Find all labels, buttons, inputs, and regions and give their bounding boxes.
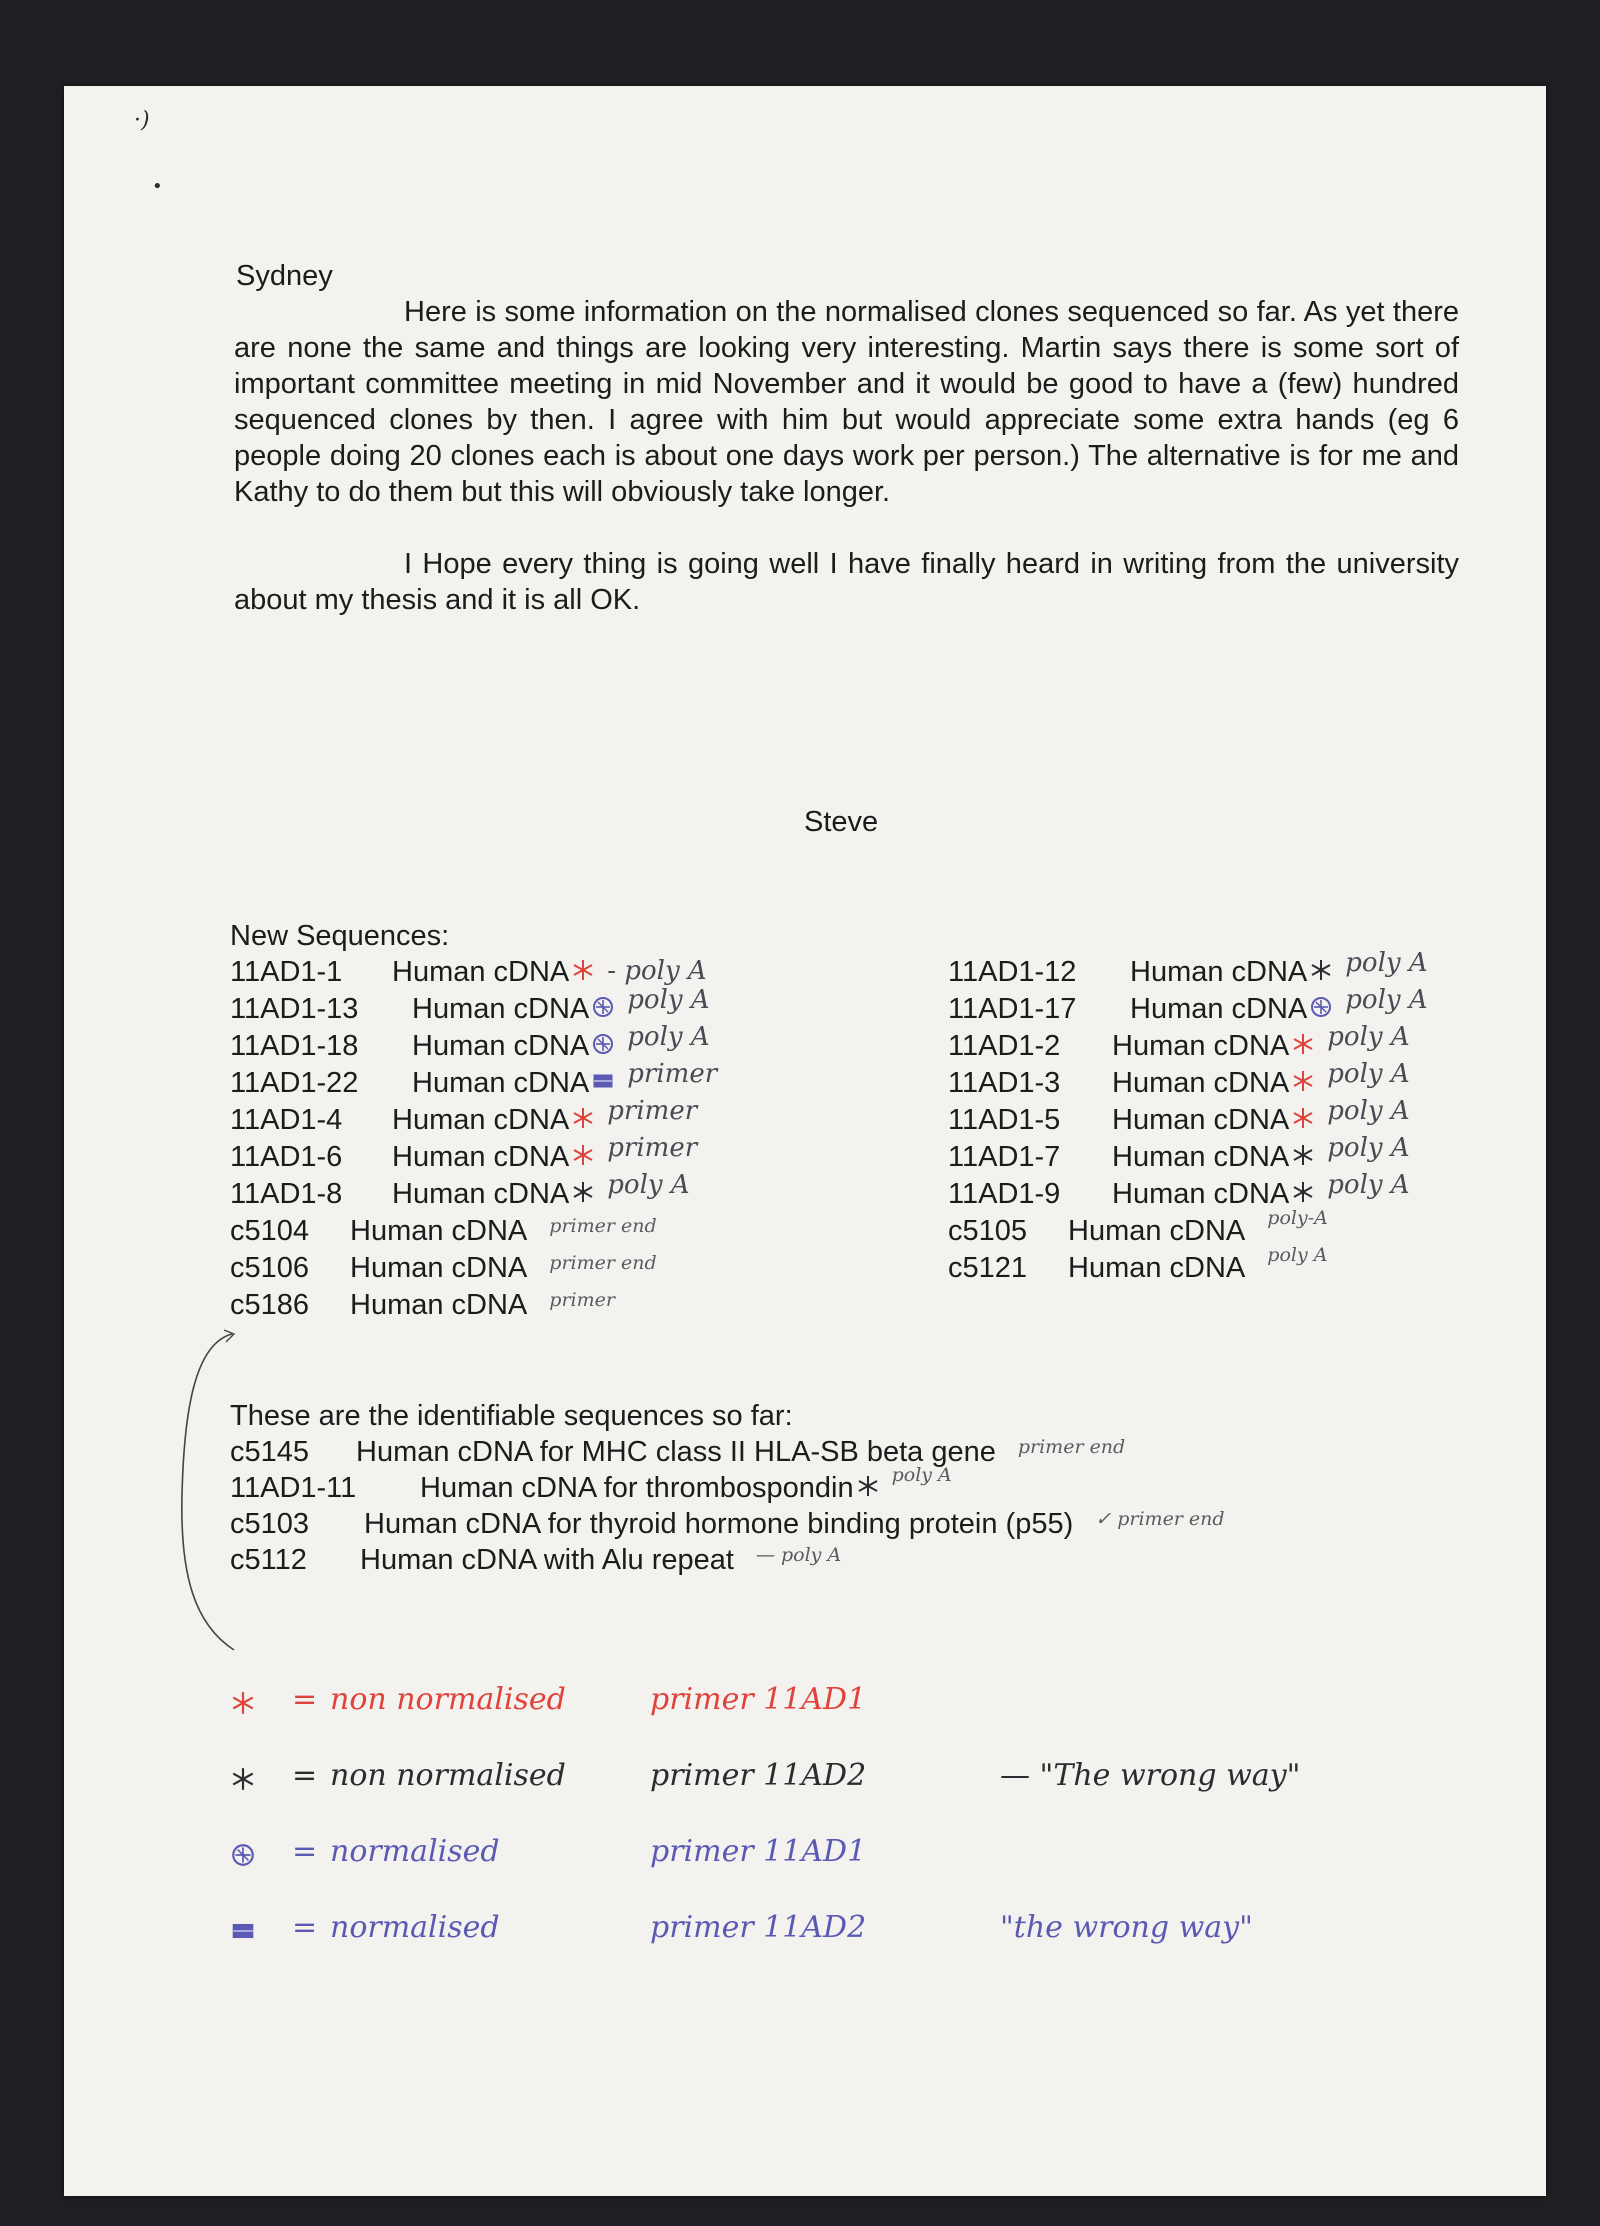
handwritten-note: poly A (1345, 948, 1428, 978)
legend-equals: = (292, 1910, 318, 1945)
red-star-icon (571, 1106, 595, 1130)
legend-primer: primer 11AD1 (650, 1682, 867, 1717)
clone-id: c5186 (230, 1289, 310, 1321)
clone-id: c5112 (230, 1544, 307, 1576)
handwritten-note: poly A (1327, 1133, 1410, 1163)
blue-circle-icon (230, 1842, 256, 1868)
handwritten-note: primer (607, 1096, 698, 1126)
clone-id: 11AD1-13 (230, 993, 359, 1025)
blue-square-icon (230, 1918, 256, 1944)
legend-equals: = (292, 1834, 318, 1869)
black-star-icon (1309, 958, 1333, 982)
handwritten-note: poly A (1327, 1170, 1410, 1200)
black-star-icon (1291, 1143, 1315, 1167)
clone-id: 11AD1-4 (230, 1104, 343, 1136)
clone-id: 11AD1-17 (948, 993, 1077, 1025)
legend-primer: primer 11AD2 (650, 1910, 867, 1945)
red-star-icon (1291, 1069, 1315, 1093)
clone-description: Human cDNA (1068, 1215, 1246, 1247)
handwritten-note: primer (607, 1133, 698, 1163)
paragraph-2: I Hope every thing is going well I have finally heard in writing from the university about my thesis and it is all OK. (234, 548, 1459, 616)
identifiable-heading: These are the identifiable sequences so far: (230, 1400, 793, 1432)
clone-id: 11AD1-9 (948, 1178, 1061, 1210)
clone-id: 11AD1-3 (948, 1067, 1061, 1099)
red-star-icon (1291, 1032, 1315, 1056)
clone-id: c5104 (230, 1215, 310, 1247)
blue-circle-icon (1309, 995, 1333, 1019)
clone-description: Human cDNA (412, 1030, 590, 1062)
handwritten-note: primer end (549, 1252, 657, 1274)
clone-id: 11AD1-22 (230, 1067, 359, 1099)
handwritten-note: primer end (549, 1215, 657, 1237)
clone-id: 11AD1-2 (948, 1030, 1061, 1062)
handwritten-note: poly A (627, 1022, 710, 1052)
clone-description: Human cDNA (392, 1178, 570, 1210)
clone-id: c5145 (230, 1436, 310, 1468)
stray-dot: • (152, 176, 163, 197)
handwritten-note: - poly A (607, 956, 707, 986)
clone-description: Human cDNA with Alu repeat (360, 1544, 734, 1576)
handwritten-note: poly A (1327, 1096, 1410, 1126)
blue-circle-icon (591, 995, 615, 1019)
handwritten-note: poly A (891, 1464, 952, 1486)
legend-extra: — "The wrong way" (1000, 1758, 1301, 1793)
black-star-icon (1291, 1180, 1315, 1204)
clone-id: 11AD1-5 (948, 1104, 1061, 1136)
black-star-icon (230, 1766, 256, 1792)
clone-id: 11AD1-18 (230, 1030, 359, 1062)
clone-id: 11AD1-1 (230, 956, 343, 988)
legend-primer: primer 11AD1 (650, 1834, 867, 1869)
stray-mark: ·) (134, 108, 150, 133)
new-sequences-heading: New Sequences: (230, 920, 450, 952)
clone-description: Human cDNA (1112, 1104, 1290, 1136)
clone-description: Human cDNA (350, 1215, 528, 1247)
clone-id: 11AD1-8 (230, 1178, 343, 1210)
handwritten-note: poly A (1267, 1244, 1328, 1266)
legend-equals: = (292, 1758, 318, 1793)
clone-description: Human cDNA (1130, 956, 1308, 988)
clone-description: Human cDNA for MHC class II HLA-SB beta gene (356, 1436, 996, 1468)
handwritten-note: ✓ primer end (1095, 1508, 1225, 1530)
legend-label: non normalised (330, 1758, 566, 1793)
paragraph-1: Here is some information on the normalised clones sequenced so far. As yet there are none the same and things are looking very interesting. Martin says there is some sort of important committee meeting in mid November and it would be good to have a (few) hundred sequenced clones by then. I agree with him but would appreciate some extra hands (eg 6 people doing 20 clones each is about one days work per person.) The alternative is for me and Kathy to do them but this will obviously take longer. (234, 296, 1459, 508)
legend-label: normalised (330, 1834, 500, 1869)
clone-description: Human cDNA (1068, 1252, 1246, 1284)
black-star-icon (856, 1474, 880, 1498)
clone-description: Human cDNA for thrombospondin (420, 1472, 854, 1504)
handwritten-note: primer (549, 1289, 615, 1311)
clone-id: 11AD1-11 (230, 1472, 357, 1504)
clone-description: Human cDNA for thyroid hormone binding protein (p55) (364, 1508, 1074, 1540)
clone-description: Human cDNA (392, 1141, 570, 1173)
clone-id: c5106 (230, 1252, 310, 1284)
red-star-icon (1291, 1106, 1315, 1130)
handwritten-note: poly-A (1267, 1207, 1328, 1229)
red-star-icon (230, 1690, 256, 1716)
salutation: Sydney (236, 260, 333, 292)
legend-label: non normalised (330, 1682, 566, 1717)
black-star-icon (571, 1180, 595, 1204)
letter-page (64, 86, 1546, 2196)
red-star-icon (571, 958, 595, 982)
clone-id: 11AD1-7 (948, 1141, 1061, 1173)
clone-description: Human cDNA (392, 1104, 570, 1136)
handwritten-note: poly A (1327, 1059, 1410, 1089)
clone-id: 11AD1-12 (948, 956, 1077, 988)
legend-equals: = (292, 1682, 318, 1717)
legend-extra: "the wrong way" (1000, 1910, 1253, 1945)
clone-id: c5103 (230, 1508, 310, 1540)
blue-square-icon (591, 1069, 615, 1093)
clone-description: Human cDNA (412, 993, 590, 1025)
clone-description: Human cDNA (1112, 1030, 1290, 1062)
clone-description: Human cDNA (392, 956, 570, 988)
clone-id: 11AD1-6 (230, 1141, 343, 1173)
blue-circle-icon (591, 1032, 615, 1056)
legend-label: normalised (330, 1910, 500, 1945)
handwritten-note: poly A (1327, 1022, 1410, 1052)
handwritten-note: poly A (1345, 985, 1428, 1015)
clone-id: c5105 (948, 1215, 1028, 1247)
handwritten-note: — poly A (755, 1544, 842, 1566)
handwritten-note: primer end (1017, 1436, 1126, 1458)
clone-description: Human cDNA (1130, 993, 1308, 1025)
red-star-icon (571, 1143, 595, 1167)
clone-id: c5121 (948, 1252, 1028, 1284)
signature: Steve (804, 806, 879, 838)
clone-description: Human cDNA (350, 1252, 528, 1284)
clone-description: Human cDNA (1112, 1178, 1290, 1210)
handwritten-note: primer (627, 1059, 718, 1089)
clone-description: Human cDNA (1112, 1067, 1290, 1099)
handwritten-note: poly A (627, 985, 710, 1015)
handwritten-note: poly A (607, 1170, 690, 1200)
clone-description: Human cDNA (350, 1289, 528, 1321)
clone-description: Human cDNA (1112, 1141, 1290, 1173)
clone-description: Human cDNA (412, 1067, 590, 1099)
legend-primer: primer 11AD2 (650, 1758, 867, 1793)
